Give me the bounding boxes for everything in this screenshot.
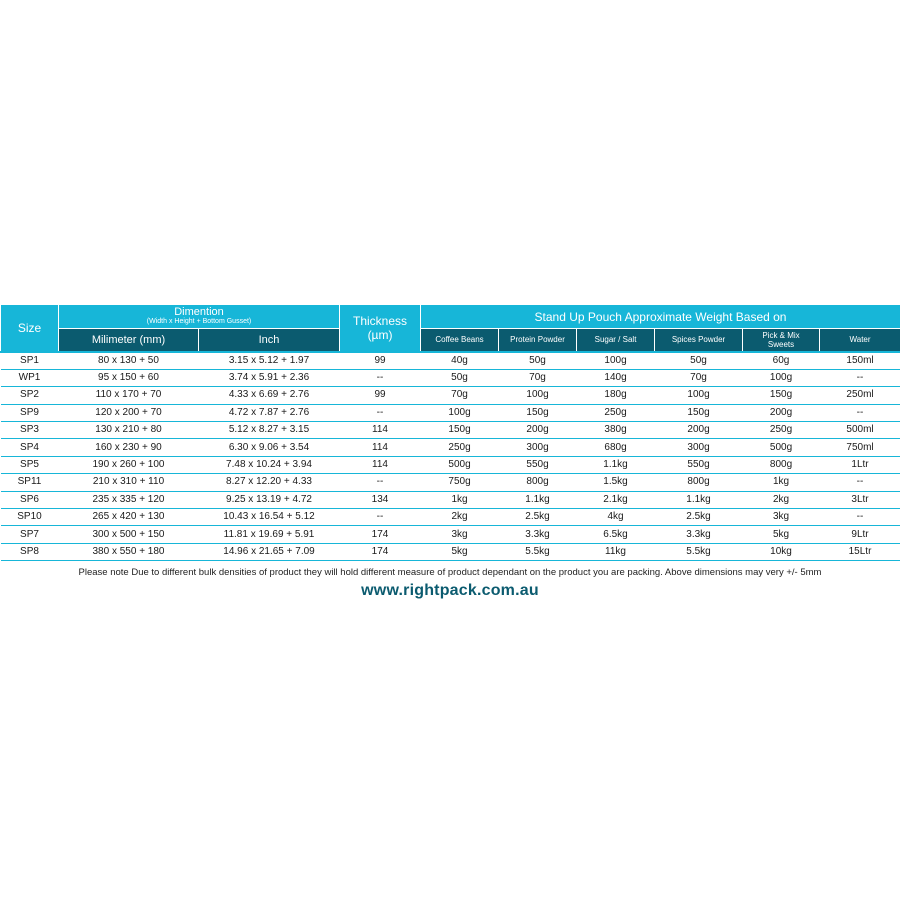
cell-protein: 2.5kg [499, 509, 577, 526]
header-coffee: Coffee Beans [421, 329, 499, 352]
cell-thickness: -- [340, 509, 421, 526]
cell-protein: 70g [499, 369, 577, 386]
cell-milimeter: 80 x 130 + 50 [59, 352, 199, 370]
cell-inch: 5.12 x 8.27 + 3.15 [199, 422, 340, 439]
cell-inch: 10.43 x 16.54 + 5.12 [199, 509, 340, 526]
cell-size: SP6 [1, 491, 59, 508]
cell-inch: 4.72 x 7.87 + 2.76 [199, 404, 340, 421]
cell-spices: 300g [655, 439, 743, 456]
cell-sugar: 380g [577, 422, 655, 439]
cell-inch: 11.81 x 19.69 + 5.91 [199, 526, 340, 543]
cell-size: WP1 [1, 369, 59, 386]
cell-sugar: 250g [577, 404, 655, 421]
cell-protein: 3.3kg [499, 526, 577, 543]
cell-spices: 70g [655, 369, 743, 386]
header-size: Size [1, 305, 59, 352]
cell-water: -- [820, 404, 900, 421]
table-body [1, 352, 900, 561]
cell-thickness: 114 [340, 422, 421, 439]
cell-pick-mix: 10kg [743, 543, 820, 560]
cell-thickness: 114 [340, 439, 421, 456]
cell-coffee: 50g [421, 369, 499, 386]
table-row [1, 422, 900, 439]
cell-sugar: 11kg [577, 543, 655, 560]
cell-milimeter: 380 x 550 + 180 [59, 543, 199, 560]
cell-spices: 200g [655, 422, 743, 439]
cell-milimeter: 235 x 335 + 120 [59, 491, 199, 508]
table-row [1, 474, 900, 491]
table-row [1, 456, 900, 473]
cell-protein: 150g [499, 404, 577, 421]
cell-water: -- [820, 474, 900, 491]
cell-spices: 5.5kg [655, 543, 743, 560]
cell-inch: 8.27 x 12.20 + 4.33 [199, 474, 340, 491]
cell-water: 15Ltr [820, 543, 900, 560]
cell-water: 500ml [820, 422, 900, 439]
table-row [1, 352, 900, 370]
cell-thickness: 174 [340, 543, 421, 560]
cell-size: SP8 [1, 543, 59, 560]
cell-size: SP1 [1, 352, 59, 370]
cell-milimeter: 190 x 260 + 100 [59, 456, 199, 473]
cell-spices: 150g [655, 404, 743, 421]
cell-inch: 9.25 x 13.19 + 4.72 [199, 491, 340, 508]
header-water: Water [820, 329, 900, 352]
cell-water: 3Ltr [820, 491, 900, 508]
cell-milimeter: 95 x 150 + 60 [59, 369, 199, 386]
cell-pick-mix: 1kg [743, 474, 820, 491]
cell-coffee: 1kg [421, 491, 499, 508]
cell-coffee: 70g [421, 387, 499, 404]
cell-size: SP3 [1, 422, 59, 439]
cell-thickness: 174 [340, 526, 421, 543]
pouch-size-chart [0, 304, 900, 600]
cell-water: -- [820, 369, 900, 386]
table-row [1, 526, 900, 543]
header-protein: Protein Powder [499, 329, 577, 352]
cell-sugar: 4kg [577, 509, 655, 526]
cell-inch: 3.74 x 5.91 + 2.36 [199, 369, 340, 386]
cell-pick-mix: 150g [743, 387, 820, 404]
cell-coffee: 750g [421, 474, 499, 491]
cell-protein: 300g [499, 439, 577, 456]
cell-inch: 7.48 x 10.24 + 3.94 [199, 456, 340, 473]
cell-size: SP4 [1, 439, 59, 456]
cell-milimeter: 110 x 170 + 70 [59, 387, 199, 404]
cell-water: 750ml [820, 439, 900, 456]
cell-pick-mix: 100g [743, 369, 820, 386]
header-milimeter: Milimeter (mm) [59, 329, 199, 352]
header-dimention-sub: (Width x Height + Bottom Gusset) [146, 318, 252, 325]
cell-pick-mix: 800g [743, 456, 820, 473]
table-row [1, 439, 900, 456]
cell-spices: 50g [655, 352, 743, 370]
cell-protein: 800g [499, 474, 577, 491]
size-table [0, 304, 900, 561]
cell-water: -- [820, 509, 900, 526]
cell-thickness: -- [340, 404, 421, 421]
cell-pick-mix: 500g [743, 439, 820, 456]
cell-spices: 3.3kg [655, 526, 743, 543]
header-spices: Spices Powder [655, 329, 743, 352]
cell-sugar: 100g [577, 352, 655, 370]
table-row [1, 543, 900, 560]
header-dimention [59, 305, 340, 329]
cell-coffee: 500g [421, 456, 499, 473]
cell-milimeter: 120 x 200 + 70 [59, 404, 199, 421]
cell-thickness: 99 [340, 387, 421, 404]
cell-size: SP5 [1, 456, 59, 473]
cell-milimeter: 160 x 230 + 90 [59, 439, 199, 456]
cell-water: 9Ltr [820, 526, 900, 543]
cell-protein: 50g [499, 352, 577, 370]
cell-sugar: 680g [577, 439, 655, 456]
cell-protein: 100g [499, 387, 577, 404]
cell-thickness: 134 [340, 491, 421, 508]
cell-inch: 14.96 x 21.65 + 7.09 [199, 543, 340, 560]
header-stand-up: Stand Up Pouch Approximate Weight Based on [421, 305, 900, 329]
cell-coffee: 5kg [421, 543, 499, 560]
cell-coffee: 40g [421, 352, 499, 370]
header-sugar: Sugar / Salt [577, 329, 655, 352]
cell-protein: 1.1kg [499, 491, 577, 508]
header-dimention-title: Dimention [174, 306, 224, 318]
cell-milimeter: 300 x 500 + 150 [59, 526, 199, 543]
cell-inch: 3.15 x 5.12 + 1.97 [199, 352, 340, 370]
cell-sugar: 1.1kg [577, 456, 655, 473]
table-row [1, 491, 900, 508]
cell-thickness: 99 [340, 352, 421, 370]
cell-water: 150ml [820, 352, 900, 370]
table-row [1, 387, 900, 404]
cell-size: SP11 [1, 474, 59, 491]
cell-size: SP9 [1, 404, 59, 421]
cell-protein: 5.5kg [499, 543, 577, 560]
cell-pick-mix: 5kg [743, 526, 820, 543]
cell-sugar: 180g [577, 387, 655, 404]
cell-coffee: 250g [421, 439, 499, 456]
cell-spices: 550g [655, 456, 743, 473]
cell-protein: 200g [499, 422, 577, 439]
cell-milimeter: 130 x 210 + 80 [59, 422, 199, 439]
cell-pick-mix: 200g [743, 404, 820, 421]
header-pick-mix: Pick & Mix Sweets [743, 329, 820, 352]
header-thickness [340, 305, 421, 352]
cell-size: SP2 [1, 387, 59, 404]
cell-coffee: 2kg [421, 509, 499, 526]
cell-pick-mix: 3kg [743, 509, 820, 526]
header-thickness-unit: (µm) [367, 327, 393, 342]
cell-sugar: 140g [577, 369, 655, 386]
website-link[interactable]: www.rightpack.com.au [361, 582, 539, 600]
cell-pick-mix: 250g [743, 422, 820, 439]
cell-inch: 4.33 x 6.69 + 2.76 [199, 387, 340, 404]
cell-pick-mix: 2kg [743, 491, 820, 508]
cell-spices: 800g [655, 474, 743, 491]
cell-sugar: 6.5kg [577, 526, 655, 543]
cell-thickness: 114 [340, 456, 421, 473]
cell-milimeter: 265 x 420 + 130 [59, 509, 199, 526]
cell-spices: 1.1kg [655, 491, 743, 508]
cell-thickness: -- [340, 474, 421, 491]
cell-size: SP10 [1, 509, 59, 526]
cell-spices: 100g [655, 387, 743, 404]
table-row [1, 404, 900, 421]
cell-size: SP7 [1, 526, 59, 543]
cell-thickness: -- [340, 369, 421, 386]
footer-note: Please note Due to different bulk densities of product they will hold different measure of product dependant on the product you are packing. Above dimensions may very +/- 5mm [78, 567, 822, 579]
cell-coffee: 3kg [421, 526, 499, 543]
cell-water: 250ml [820, 387, 900, 404]
cell-inch: 6.30 x 9.06 + 3.54 [199, 439, 340, 456]
cell-sugar: 2.1kg [577, 491, 655, 508]
header-inch: Inch [199, 329, 340, 352]
cell-spices: 2.5kg [655, 509, 743, 526]
cell-coffee: 150g [421, 422, 499, 439]
cell-coffee: 100g [421, 404, 499, 421]
cell-pick-mix: 60g [743, 352, 820, 370]
cell-water: 1Ltr [820, 456, 900, 473]
table-row [1, 369, 900, 386]
cell-protein: 550g [499, 456, 577, 473]
header-thickness-label: Thickness [353, 313, 408, 328]
cell-milimeter: 210 x 310 + 110 [59, 474, 199, 491]
table-row [1, 509, 900, 526]
cell-sugar: 1.5kg [577, 474, 655, 491]
